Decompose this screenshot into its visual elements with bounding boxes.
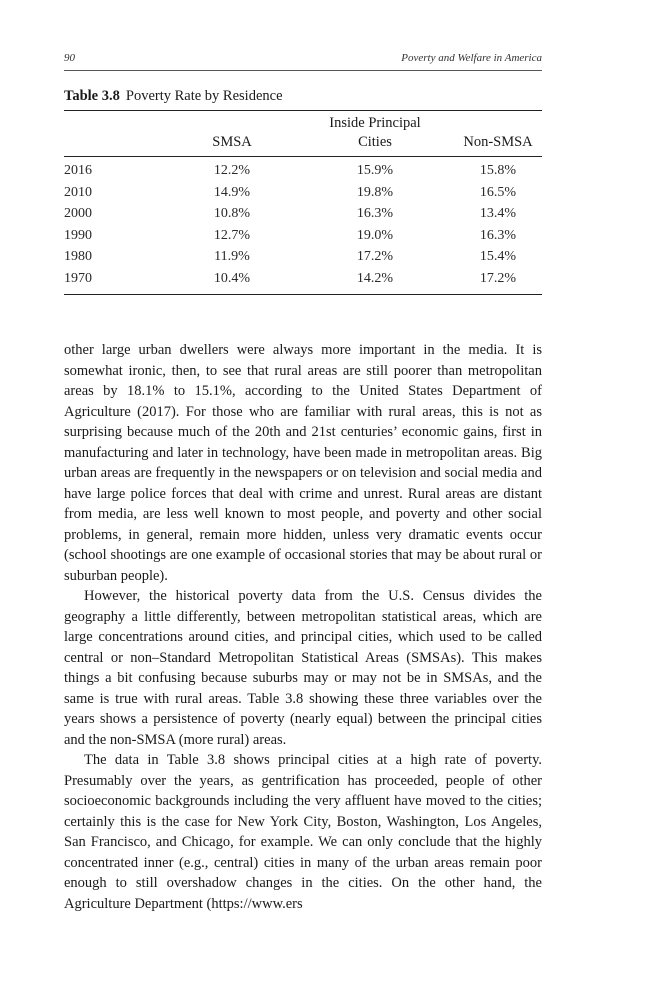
- cell-non-smsa: 16.5%: [479, 184, 517, 200]
- table-bottom-rule: [64, 294, 542, 295]
- cell-cities: 16.3%: [356, 206, 394, 221]
- paragraph: The data in Table 3.8 shows principal cities at a high rate of poverty. Presumably over the years, as gentrification has proceeded, people of other socioeconomic backgrounds including the very affluent have moved to the cities; certainly this is the case for New York City, Boston, Washington, Los Angeles, San Francisco, and Chicago, for example. We can only conclude that the highly concentrated inner (e.g., central) cities in many of the urban areas remain poor enough to still overshadow changes in the cities. On the other hand, the Agriculture Department (https://www.ers: [64, 752, 542, 912]
- table-label: Table 3.8: [64, 88, 120, 104]
- cell-cities: 19.0%: [356, 227, 394, 243]
- header-non-smsa: Non-SMSA: [463, 134, 533, 150]
- cell-non-smsa: 15.8%: [479, 163, 517, 178]
- body-text: [64, 340, 542, 914]
- cell-non-smsa: 15.4%: [479, 249, 517, 264]
- table-body: [64, 160, 542, 289]
- table-title: Poverty Rate by Residence: [125, 88, 283, 104]
- cell-smsa: 10.4%: [213, 270, 251, 286]
- cell-cities: 15.9%: [356, 163, 394, 178]
- cell-smsa: 12.7%: [213, 227, 251, 243]
- header-inside-principal-cities: [300, 114, 450, 152]
- table-header-rule: [64, 156, 542, 157]
- header-cities-line1: Inside Principal: [329, 115, 421, 131]
- table-row: [64, 268, 542, 290]
- running-head-rule: [64, 70, 542, 71]
- header-cities-line2: Cities: [358, 134, 392, 150]
- paragraph: other large urban dwellers were always more important in the media. It is somewhat ironic, then, to see that rural areas are still poorer than metropolitan areas by 18.1% to 15.1%, according to the United States Department of Agriculture (2017). For those who are familiar with rural areas, this is not as surprising because much of the 20th and 21st centuries’ economic gains, first in manufacturing and later in technology, have been made in metropolitan areas. Big urban areas are frequently in the newspapers or on television and social media and have large police forces that deal with crime and unrest. Rural areas are distant from media, are less well known to most people, and poverty and other social problems, in general, remain more hidden, unless very dramatic events occur (school shootings are one example of occasional stories that may be about rural or suburban people).: [64, 342, 542, 584]
- cell-year: 1980: [64, 249, 92, 264]
- table-row: [64, 225, 542, 247]
- cell-year: 1990: [64, 227, 92, 243]
- cell-year: 2000: [64, 206, 92, 221]
- cell-year: 2016: [64, 163, 92, 178]
- cell-smsa: 12.2%: [213, 163, 251, 178]
- table-row: [64, 203, 542, 225]
- cell-non-smsa: 13.4%: [479, 206, 517, 221]
- cell-year: 2010: [64, 184, 92, 200]
- running-head: [64, 52, 542, 68]
- cell-cities: 17.2%: [356, 249, 394, 264]
- cell-smsa: 10.8%: [213, 206, 251, 221]
- table-caption: [64, 88, 283, 105]
- cell-non-smsa: 17.2%: [479, 270, 517, 286]
- table-top-rule: [64, 110, 542, 111]
- cell-smsa: 11.9%: [214, 249, 250, 264]
- cell-non-smsa: 16.3%: [479, 227, 517, 243]
- cell-year: 1970: [64, 270, 92, 286]
- cell-cities: 19.8%: [356, 184, 394, 200]
- header-smsa: SMSA: [212, 134, 252, 150]
- table-row: [64, 160, 542, 182]
- page-number: 90: [64, 52, 75, 64]
- cell-smsa: 14.9%: [213, 184, 251, 200]
- cell-cities: 14.2%: [356, 270, 394, 286]
- table-row: [64, 246, 542, 268]
- table-row: [64, 182, 542, 204]
- book-title: Poverty and Welfare in America: [401, 52, 542, 64]
- paragraph: However, the historical poverty data from the U.S. Census divides the geography a little differently, between metropolitan statistical areas, which are large concentrations around cities, and principal cities, which used to be called central or non–Standard Metropolitan Statistical Areas (SMSAs). This makes things a bit confusing because suburbs may or may not be in SMSAs, and the same is true with rural areas. Table 3.8 showing these three variables over the years shows a persistence of poverty (nearly equal) between the principal cities and the non-SMSA (more rural) areas.: [64, 588, 542, 748]
- book-page: [64, 0, 542, 981]
